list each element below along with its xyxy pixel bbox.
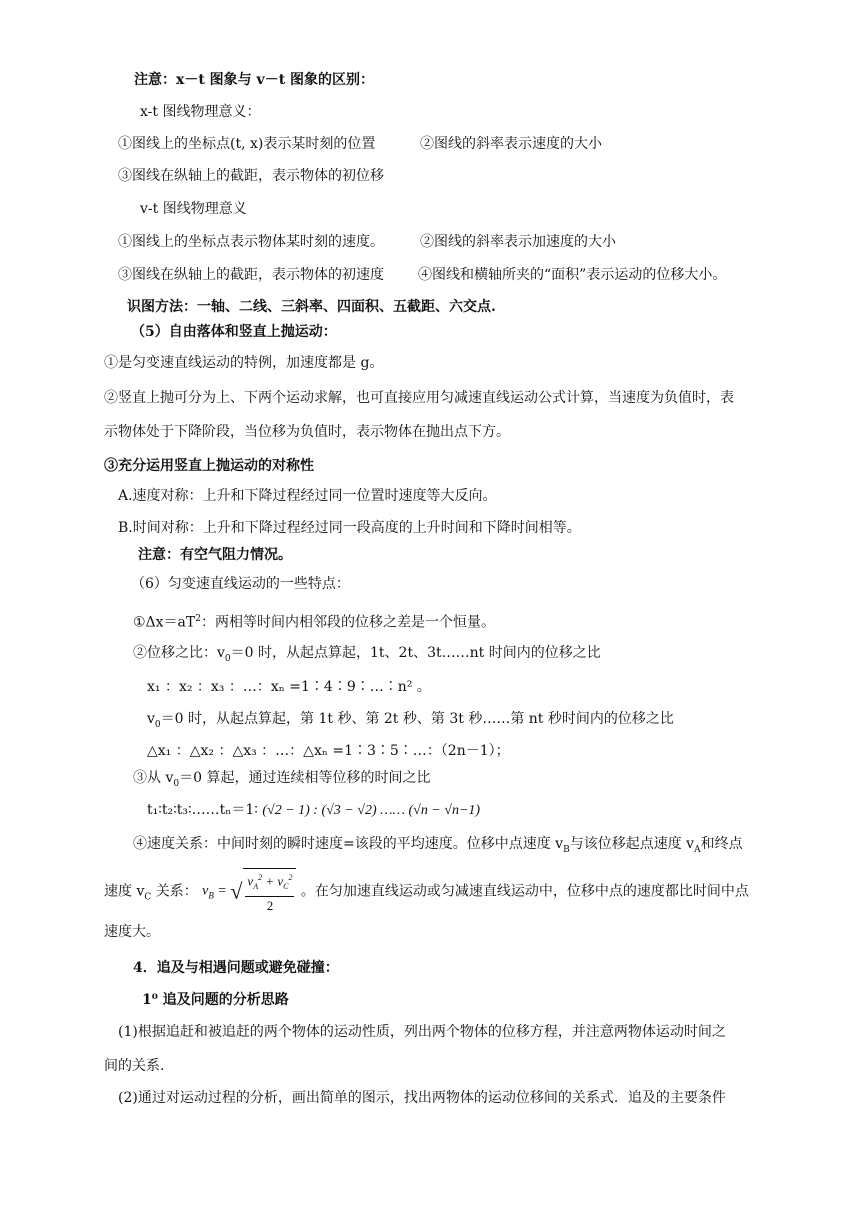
time-ratio-intro-a: ③从 v	[133, 770, 174, 786]
vt-point-2: ②图线的斜率表示加速度的大小	[420, 234, 616, 250]
speed-relation-f: 。在匀加速直线运动或匀减速直线运动中，位移中点的速度都比时间中点	[300, 883, 749, 900]
vt-point-4: ④图线和横轴所夹的“面积”表示运动的位移大小。	[418, 267, 727, 283]
section-6-point-4b: 速度 $v_C$ 关系： $v_B$ = √ $\frac{v_A^2 + v_C^2}{2}$ 。在匀加速直线运动或匀减速直线运动中，位移中点的速度都比时间中点	[104, 868, 749, 912]
symmetry-a: A.速度对称：上升和下降过程经过同一位置时速度等大反向。	[118, 488, 497, 504]
speed-relation-d: 速度 v	[104, 883, 145, 900]
note-title: 注意：x－t 图象与 v－t 图象的区别：	[134, 72, 375, 88]
ratio-1: x₁ ：x₂ ：x₃ ：…：xₙ =1∶4∶9∶…∶n² 。	[147, 679, 431, 695]
section-5-point-3: ③充分运用竖直上抛运动的对称性	[104, 458, 314, 474]
time-ratio	[147, 800, 480, 821]
midpoint-speed-formula: $v_B$ = √ $\frac{v_A^2 + v_C^2}{2}$	[202, 868, 296, 915]
speed-relation-e: 关系：	[151, 883, 198, 900]
chase-point-2: (2)通过对运动过程的分析，画出简单的图示，找出两物体的运动位移间的关系式．追及的主要条件	[118, 1090, 726, 1106]
section-6-point-2: ②位移之比：$v_0=0$ 时，从起点算起，1t、2t、3t……nt 时间内的位移之比	[133, 645, 601, 664]
section-5-point-2a: ②竖直上抛可分为上、下两个运动求解，也可直接应用匀减速直线运动公式计算，当速度为负值时，表	[104, 390, 734, 406]
section-5-point-1: ①是匀变速直线运动的特例，加速度都是 g。	[104, 355, 384, 371]
section-5-point-2b: 示物体处于下降阶段，当位移为负值时，表示物体在抛出点下方。	[104, 424, 510, 440]
speed-relation-b: 与该位移起点速度 v	[569, 836, 695, 852]
delta-x-formula: ①Δx＝aT	[133, 614, 196, 631]
delta-x-text: ：两相等时间内相邻段的位移之差是一个恒量。	[200, 614, 495, 631]
time-ratio-intro-b: ＝0 算起，通过连续相等位移的时间之比	[179, 770, 431, 786]
xt-point-2: ②图线的斜率表示速度的大小	[420, 136, 602, 152]
ratio-2-intro: $v_0=0$ 时，从起点算起，第 1t 秒、第 2t 秒、第 3t 秒……第 nt 秒时间内的位移之比	[147, 711, 674, 730]
section-6-point-4a: ④速度关系：中间时刻的瞬时速度=该段的平均速度。位移中点速度 $v_B$与该位移起点速度 $v_A$和终点	[133, 836, 743, 855]
section-6-point-4c: 速度大。	[104, 924, 160, 940]
xt-heading: x-t 图线物理意义：	[140, 104, 261, 120]
vt-point-1: ①图线上的坐标点表示物体某时刻的速度。	[118, 234, 384, 250]
time-ratio-prefix: t₁∶t₂∶t₃∶……tₙ＝1∶	[147, 802, 258, 818]
vt-heading: v-t 图线物理意义	[140, 201, 247, 217]
section-4-title: 4．追及与相遇问题或避免碰撞：	[133, 960, 339, 976]
speed-relation-c: 和终点	[700, 836, 743, 852]
ratio-intro-a: ②位移之比：v	[133, 645, 225, 661]
ratio-intro-b: ＝0 时，从起点算起，1t、2t、3t……nt 时间内的位移之比	[230, 645, 601, 661]
chase-title: 1⁰ 追及问题的分析思路	[142, 992, 289, 1008]
method-line: 识图方法：一轴、二线、三斜率、四面积、五截距、六交点.	[127, 299, 496, 315]
chase-point-1a: (1)根据追赶和被追赶的两个物体的运动性质，列出两个物体的位移方程，并注意两物体运动时间之	[118, 1024, 726, 1040]
xt-point-1: ①图线上的坐标点(t, x)表示某时刻的位置	[118, 136, 376, 152]
section-5-title: （5）自由落体和竖直上抛运动：	[131, 324, 337, 340]
speed-relation-a: ④速度关系：中间时刻的瞬时速度=该段的平均速度。位移中点速度 v	[133, 836, 564, 852]
xt-point-3: ③图线在纵轴上的截距，表示物体的初位移	[118, 168, 384, 184]
time-ratio-formula: (√2 − 1) : (√3 − √2) …… (√n − √n−1)	[262, 803, 481, 818]
symmetry-b: B.时间对称：上升和下降过程经过同一段高度的上升时间和下降时间相等。	[118, 520, 581, 536]
vt-point-3: ③图线在纵轴上的截距，表示物体的初速度	[118, 267, 384, 283]
chase-point-1b: 间的关系.	[104, 1058, 165, 1074]
ratio-2-v: v	[147, 711, 155, 727]
section-6-title: （6）匀变速直线运动的一些特点：	[131, 576, 350, 592]
air-resistance-note: 注意：有空气阻力情况。	[138, 547, 292, 563]
ratio-2: △x₁ ：△x₂ ：△x₃ ：…：△xₙ =1∶3∶5∶…：（2n－1）；	[147, 743, 510, 759]
section-6-point-1: $①\Delta x=aT^2$：两相等时间内相邻段的位移之差是一个恒量。	[133, 614, 495, 631]
section-6-point-3: ③从 $v_0=0$ 算起，通过连续相等位移的时间之比	[133, 770, 431, 789]
ratio-2-text: ＝0 时，从起点算起，第 1t 秒、第 2t 秒、第 3t 秒……第 nt 秒时间内的位移之比	[160, 711, 674, 727]
